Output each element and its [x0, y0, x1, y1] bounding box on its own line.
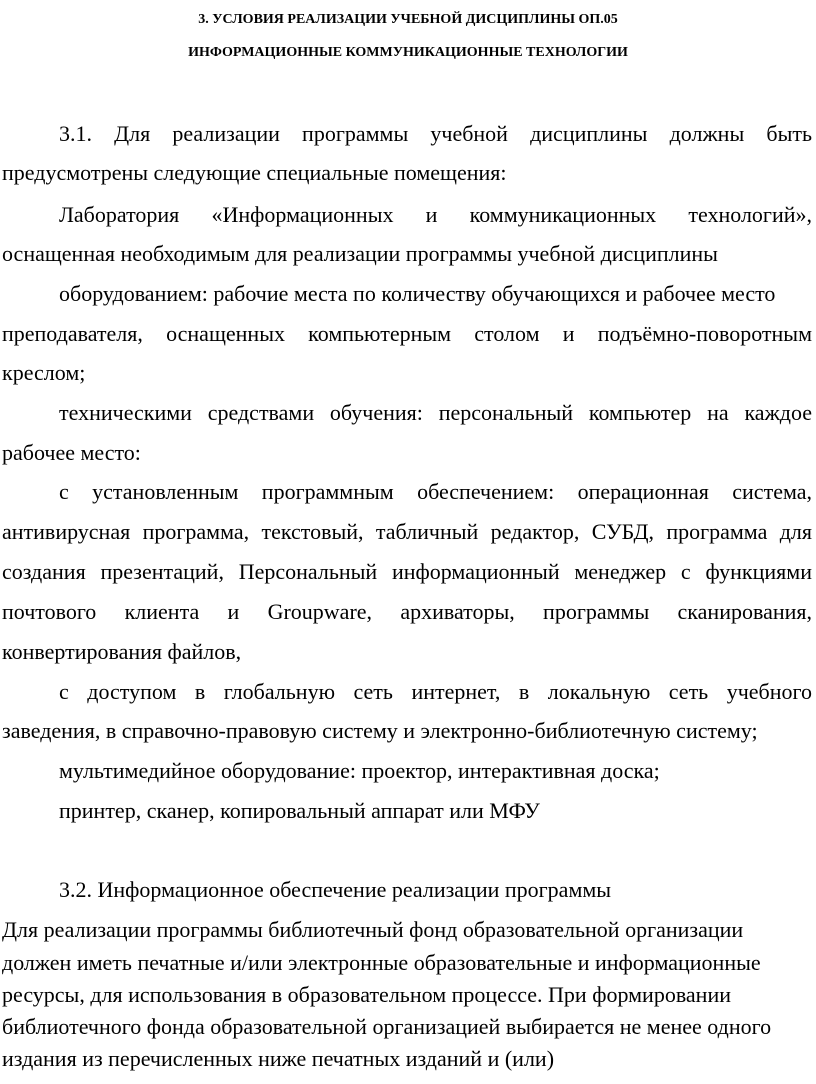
paragraph-line: техническими средствами обучения: персональный компьютер на каждое: [59, 400, 812, 425]
paragraph-line: ресурсы, для использования в образовательном процессе. При формировании: [2, 982, 731, 1007]
paragraph-line: 3.1. Для реализации программы учебной дисциплины должны быть: [59, 121, 812, 146]
paragraph-line: конвертирования файлов,: [2, 639, 242, 664]
paragraph-line: оборудованием: рабочие места по количеству обучающихся и рабочее место: [59, 281, 776, 306]
paragraph-line: с установленным программным обеспечением: операционная система,: [59, 479, 812, 504]
paragraph-line: оснащенная необходимым для реализации программы учебной дисциплины: [2, 241, 718, 266]
paragraph-line: мультимедийное оборудование: проектор, интерактивная доска;: [59, 758, 660, 783]
paragraph-line: преподавателя, оснащенных компьютерным столом и подъёмно-поворотным: [2, 321, 812, 346]
paragraph-line: предусмотрены следующие специальные помещения:: [2, 160, 507, 185]
paragraph-line: рабочее место:: [2, 440, 141, 465]
paragraph-line: создания презентаций, Персональный информационный менеджер с функциями: [2, 559, 812, 584]
paragraph-line: Лаборатория «Информационных и коммуникационных технологий»,: [59, 202, 812, 227]
paragraph-line: антивирусная программа, текстовый, табличный редактор, СУБД, программа для: [2, 519, 812, 544]
paragraph-line: принтер, сканер, копировальный аппарат или МФУ: [59, 798, 540, 823]
section-heading-line-2: ИНФОРМАЦИОННЫЕ КОММУНИКАЦИОННЫЕ ТЕХНОЛОГИИ: [188, 45, 628, 60]
subsection-title: 3.2. Информационное обеспечение реализации программы: [59, 877, 612, 902]
paragraph-line: должен иметь печатные и/или электронные образовательные и информационные: [2, 950, 761, 975]
paragraph-line: с доступом в глобальную сеть интернет, в локальную сеть учебного: [59, 679, 812, 704]
paragraph-line: креслом;: [2, 360, 86, 385]
section-heading-line-1: 3. УСЛОВИЯ РЕАЛИЗАЦИИ УЧЕБНОЙ ДИСЦИПЛИНЫ ОП.05: [198, 12, 618, 27]
paragraph-line: Для реализации программы библиотечный фонд образовательной организации: [2, 917, 744, 942]
paragraph-line: почтового клиента и Groupware, архиваторы, программы сканирования,: [2, 599, 812, 624]
paragraph-line: издания из перечисленных ниже печатных изданий и (или): [2, 1046, 555, 1071]
paragraph-line: заведения, в справочно-правовую систему и электронно-библиотечную систему;: [2, 718, 758, 743]
paragraph-line: библиотечного фонда образовательной организацией выбирается не менее одного: [2, 1014, 772, 1039]
